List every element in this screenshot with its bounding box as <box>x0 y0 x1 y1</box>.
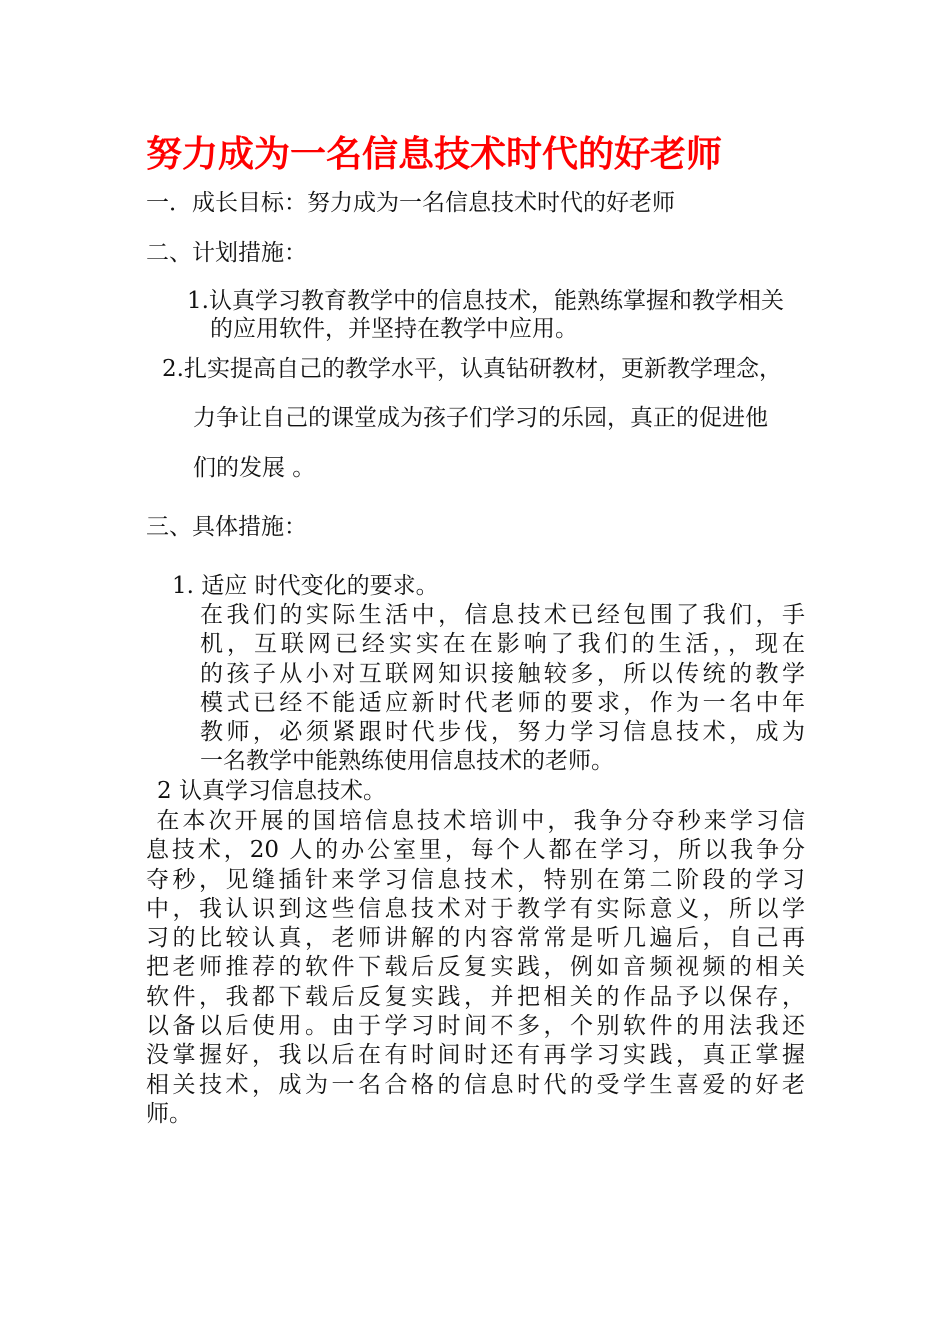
plan-item-2-line-3: 们的发展 。 <box>193 455 316 481</box>
document-title: 努力成为一名信息技术时代的好老师 <box>146 133 723 175</box>
section-goal-heading: 一．成长目标：努力成为一名信息技术时代的好老师 <box>146 190 675 216</box>
plan-item-1-line-1: 1.认真学习教育教学中的信息技术，能熟练掌握和教学相关 <box>187 288 784 314</box>
paragraph-line: 夺秒，见缝插针来学习信息技术，特别在第二阶段的学习 <box>146 866 805 893</box>
paragraph-line: 在本次开展的国培信息技术培训中，我争分夺秒来学习信 <box>146 808 805 834</box>
measure-1-paragraph <box>200 601 805 777</box>
paragraph-line: 的孩子从小对互联网知识接触较多，所以传统的教学 <box>200 660 805 687</box>
paragraph-line: 以备以后使用。由于学习时间不多，个别软件的用法我还 <box>146 1013 805 1040</box>
paragraph-line: 相关技术，成为一名合格的信息时代的受学生喜爱的好老 <box>146 1071 805 1098</box>
paragraph-line: 模式已经不能适应新时代老师的要求，作为一名中年 <box>200 689 805 716</box>
measure-1-heading: 1. 适应 时代变化的要求。 <box>172 573 439 599</box>
measure-2-heading: 2 认真学习信息技术。 <box>157 778 386 804</box>
paragraph-line: 一名教学中能熟练使用信息技术的老师。 <box>200 748 614 775</box>
section-plan-heading: 二、计划措施： <box>146 240 307 266</box>
plan-item-1-line-2: 的应用软件，并坚持在教学中应用。 <box>210 316 578 342</box>
paragraph-line: 把老师推荐的软件下载后反复实践，例如音频视频的相关 <box>146 954 805 981</box>
measure-2-paragraph <box>146 807 805 1129</box>
paragraph-line: 软件，我都下载后反复实践，并把相关的作品予以保存， <box>146 983 805 1010</box>
plan-item-2-line-1: 2.扎实提高自己的教学水平，认真钻研教材，更新教学理念， <box>162 356 782 382</box>
paragraph-line: 没掌握好，我以后在有时间时还有再学习实践，真正掌握 <box>146 1042 805 1069</box>
plan-item-2-line-2: 力争让自己的课堂成为孩子们学习的乐园，真正的促进他 <box>193 405 768 431</box>
paragraph-line: 在我们的实际生活中，信息技术已经包围了我们，手 <box>200 602 805 628</box>
paragraph-line: 教师，必须紧跟时代步伐，努力学习信息技术，成为 <box>200 719 805 746</box>
paragraph-line: 中，我认识到这些信息技术对于教学有实际意义，所以学 <box>146 895 805 922</box>
paragraph-line: 习的比较认真，老师讲解的内容常常是听几遍后，自己再 <box>146 925 805 952</box>
paragraph-line: 师。 <box>146 1100 192 1127</box>
paragraph-line: 息技术，20 人的办公室里，每个人都在学习，所以我争分 <box>146 837 805 864</box>
paragraph-line: 机，互联网已经实实在在影响了我们的生活，，现在 <box>200 631 805 658</box>
section-measures-heading: 三、具体措施： <box>146 514 307 540</box>
